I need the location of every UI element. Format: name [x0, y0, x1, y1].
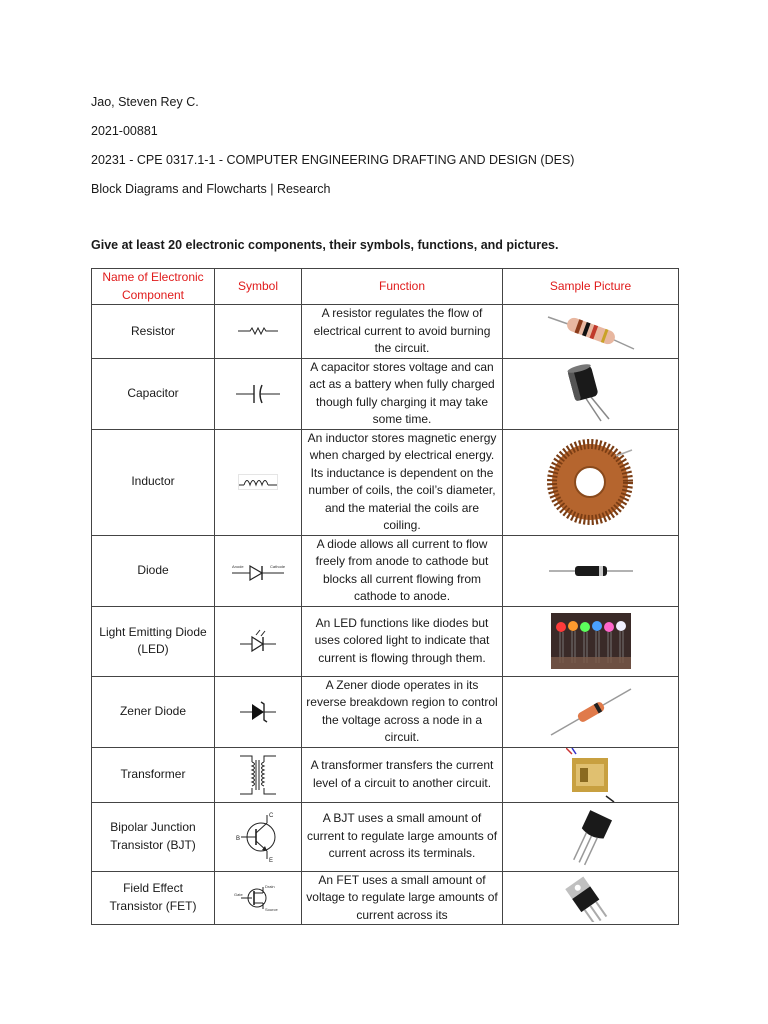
- inductor-picture: [503, 429, 679, 535]
- capacitor-symbol: [215, 358, 302, 429]
- table-row: [92, 871, 679, 925]
- inductor-symbol: [215, 429, 302, 535]
- student-number: 2021-00881: [91, 124, 158, 138]
- fet-drain-label: Drain: [265, 883, 275, 889]
- component-name: Transformer: [92, 747, 215, 802]
- fet-gate-label: Gate: [234, 891, 243, 897]
- table-header-row: [92, 269, 679, 305]
- table-row: [92, 606, 679, 676]
- zener-diode-symbol: [215, 676, 302, 747]
- component-function: A transformer transfers the current level of a circuit to another circuit.: [302, 747, 503, 802]
- header-picture: Sample Picture: [503, 269, 679, 305]
- bjt-picture: [503, 802, 679, 871]
- component-name: Diode: [92, 535, 215, 606]
- component-function: A capacitor stores voltage and can act as a battery when fully charged though fully charging it may take some time.: [302, 358, 503, 429]
- table-row: [92, 305, 679, 359]
- fet-source-label: Source: [265, 906, 278, 912]
- transformer-picture: [503, 747, 679, 802]
- bjt-symbol: [215, 802, 302, 871]
- assignment-prompt: Give at least 20 electronic components, their symbols, functions, and pictures.: [91, 238, 559, 252]
- table-row: [92, 747, 679, 802]
- table-row: [92, 535, 679, 606]
- transformer-symbol: [215, 747, 302, 802]
- component-name: Zener Diode: [92, 676, 215, 747]
- component-name: Field Effect Transistor (FET): [92, 871, 215, 925]
- component-name: Resistor: [92, 305, 215, 359]
- component-function: An FET uses a small amount of voltage to regulate large amounts of current across its: [302, 871, 503, 925]
- table-row: [92, 358, 679, 429]
- bjt-e-label: E: [269, 857, 274, 864]
- table-row: [92, 802, 679, 871]
- diode-picture: [503, 535, 679, 606]
- led-symbol: [215, 606, 302, 676]
- component-name: Capacitor: [92, 358, 215, 429]
- component-function: A resistor regulates the flow of electrical current to avoid burning the circuit.: [302, 305, 503, 359]
- student-name: Jao, Steven Rey C.: [91, 95, 199, 109]
- zener-diode-picture: [503, 676, 679, 747]
- course-title: 20231 - CPE 0317.1-1 - COMPUTER ENGINEERING DRAFTING AND DESIGN (DES): [91, 153, 575, 167]
- fet-symbol: [215, 871, 302, 925]
- header-function: Function: [302, 269, 503, 305]
- led-picture: [503, 606, 679, 676]
- component-function: An inductor stores magnetic energy when charged by electrical energy. Its inductance is dependent on the number of coils, the coil’s diameter, and the material the coils are coiling.: [302, 429, 503, 535]
- bjt-b-label: B: [236, 835, 241, 842]
- activity-title: Block Diagrams and Flowcharts | Research: [91, 182, 331, 196]
- table-row: [92, 429, 679, 535]
- component-function: A BJT uses a small amount of current to regulate large amounts of current across its terminals.: [302, 802, 503, 871]
- resistor-picture: [503, 305, 679, 359]
- component-function: A diode allows all current to flow freely from anode to cathode but blocks all current flowing from cathode to anode.: [302, 535, 503, 606]
- diode-anode-label: Anode: [232, 563, 244, 569]
- header-name: Name of Electronic Component: [92, 269, 215, 305]
- component-name: Bipolar Junction Transistor (BJT): [92, 802, 215, 871]
- components-table: [91, 268, 679, 925]
- table-row: [92, 676, 679, 747]
- component-function: An LED functions like diodes but uses colored light to indicate that current is flowing through them.: [302, 606, 503, 676]
- header-symbol: Symbol: [215, 269, 302, 305]
- diode-symbol: [215, 535, 302, 606]
- component-name: Light Emitting Diode (LED): [92, 606, 215, 676]
- resistor-symbol: [215, 305, 302, 359]
- diode-cathode-label: Cathode: [270, 563, 286, 569]
- capacitor-picture: [503, 358, 679, 429]
- bjt-c-label: C: [269, 812, 274, 819]
- fet-picture: [503, 871, 679, 925]
- component-name: Inductor: [92, 429, 215, 535]
- component-function: A Zener diode operates in its reverse breakdown region to control the voltage across a node in a circuit.: [302, 676, 503, 747]
